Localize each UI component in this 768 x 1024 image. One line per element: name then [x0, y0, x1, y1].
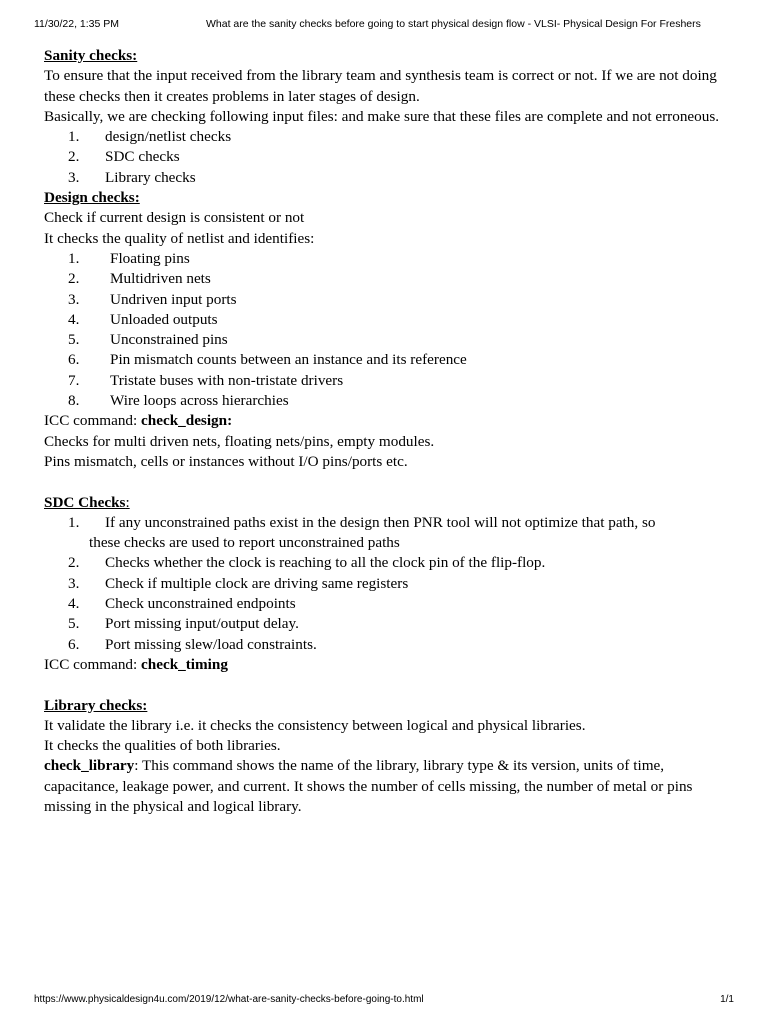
library-paragraph-3 [44, 756, 734, 817]
list-text: Port missing input/output delay. [105, 615, 299, 633]
design-paragraph-2: It checks the quality of netlist and identifies: [44, 229, 315, 247]
sdc-command-line [44, 655, 734, 675]
print-date: 11/30/22, 1:35 PM [34, 18, 120, 30]
sanity-heading: Sanity checks: [44, 47, 138, 64]
list-number: 4. [68, 595, 80, 613]
list-text: Tristate buses with non-tristate drivers [110, 371, 344, 389]
sdc-heading-colon: : [125, 493, 130, 511]
list-number: 3. [68, 168, 80, 186]
list-item [44, 269, 734, 289]
command-label: ICC command: [44, 655, 142, 673]
page-url: https://www.physicaldesign4u.com/2019/12/what-are-sanity-checks-before-going-to.html [34, 994, 424, 1005]
design-paragraph-4: Pins mismatch, cells or instances without I/O pins/ports etc. [44, 452, 408, 470]
list-item [44, 290, 734, 310]
list-text: Library checks [105, 168, 196, 186]
list-number: 1. [68, 249, 80, 267]
list-item [44, 147, 734, 167]
list-number: 5. [68, 331, 80, 349]
library-paragraph-2: It checks the qualities of both libraries. [44, 737, 281, 755]
command-name: check_design: [141, 412, 233, 430]
list-number: 5. [68, 615, 80, 633]
design-heading: Design checks: [44, 189, 140, 207]
page-title: What are the sanity checks before going to start physical design flow - VLSI- Physical Design For Freshers [206, 18, 701, 30]
command-name: check_timing [141, 655, 228, 673]
list-text: Undriven input ports [110, 290, 237, 308]
list-item [44, 635, 734, 655]
command-label: ICC command: [44, 412, 142, 430]
design-list [44, 249, 734, 411]
list-text: Check unconstrained endpoints [105, 595, 296, 613]
list-number: 6. [68, 635, 80, 653]
list-text: Check if multiple clock are driving same registers [105, 574, 409, 592]
document-body [44, 46, 734, 817]
list-item [44, 249, 734, 269]
list-number: 3. [68, 290, 80, 308]
list-text: SDC checks [105, 148, 180, 166]
list-text: Pin mismatch counts between an instance and its reference [110, 351, 467, 369]
design-paragraph-1: Check if current design is consistent or not [44, 209, 305, 227]
list-text: Port missing slew/load constraints. [105, 635, 317, 653]
command-name: check_library [44, 757, 135, 775]
sanity-paragraph-1: To ensure that the input received from the library team and synthesis team is correct or not. If we are not doing these checks then it creates problems in later stages of design. [44, 67, 717, 105]
list-item [44, 168, 734, 188]
list-item [44, 127, 734, 147]
sdc-heading-text: SDC Checks [44, 493, 126, 511]
list-item [44, 330, 734, 350]
library-description: : This command shows the name of the library, library type & its version, units of time, capacitance, leakage power, and current. It shows the number of cells missing, the number of metal or pins missing in the physical and logical library. [44, 757, 693, 815]
spacer [44, 472, 734, 492]
list-text: Floating pins [110, 249, 190, 267]
list-text: Multidriven nets [110, 270, 211, 288]
design-command-line [44, 411, 734, 431]
list-item [44, 614, 734, 634]
list-number: 8. [68, 392, 80, 410]
list-item [44, 594, 734, 614]
list-item [44, 350, 734, 370]
sanity-paragraph-2: Basically, we are checking following input files: and make sure that these files are complete and not erroneous. [44, 107, 720, 125]
list-number: 7. [68, 371, 80, 389]
list-item [44, 310, 734, 330]
library-paragraph-1: It validate the library i.e. it checks the consistency between logical and physical libraries. [44, 716, 586, 734]
list-number: 2. [68, 270, 80, 288]
list-item [44, 574, 734, 594]
sdc-heading [44, 493, 734, 513]
list-item [44, 553, 734, 573]
list-number: 2. [68, 148, 80, 166]
sanity-list [44, 127, 734, 188]
list-number: 3. [68, 574, 80, 592]
list-text: If any unconstrained paths exist in the design then PNR tool will not optimize that path, so [105, 513, 656, 531]
library-heading: Library checks: [44, 696, 148, 714]
sdc-list [44, 513, 734, 655]
list-text: design/netlist checks [105, 128, 232, 146]
list-number: 1. [68, 128, 80, 146]
list-item [44, 513, 734, 554]
list-number: 2. [68, 554, 80, 572]
list-text-continued: these checks are used to report unconstrained paths [89, 534, 400, 552]
list-item [44, 391, 734, 411]
list-text: Checks whether the clock is reaching to all the clock pin of the flip-flop. [105, 554, 546, 572]
page-number: 1/1 [720, 994, 734, 1005]
design-paragraph-3: Checks for multi driven nets, floating nets/pins, empty modules. [44, 432, 435, 450]
list-item [44, 371, 734, 391]
list-number: 6. [68, 351, 80, 369]
list-text: Unloaded outputs [110, 310, 218, 328]
spacer [44, 675, 734, 695]
list-text: Unconstrained pins [110, 331, 228, 349]
list-text: Wire loops across hierarchies [110, 392, 289, 410]
list-number: 1. [68, 513, 80, 531]
list-number: 4. [68, 310, 80, 328]
